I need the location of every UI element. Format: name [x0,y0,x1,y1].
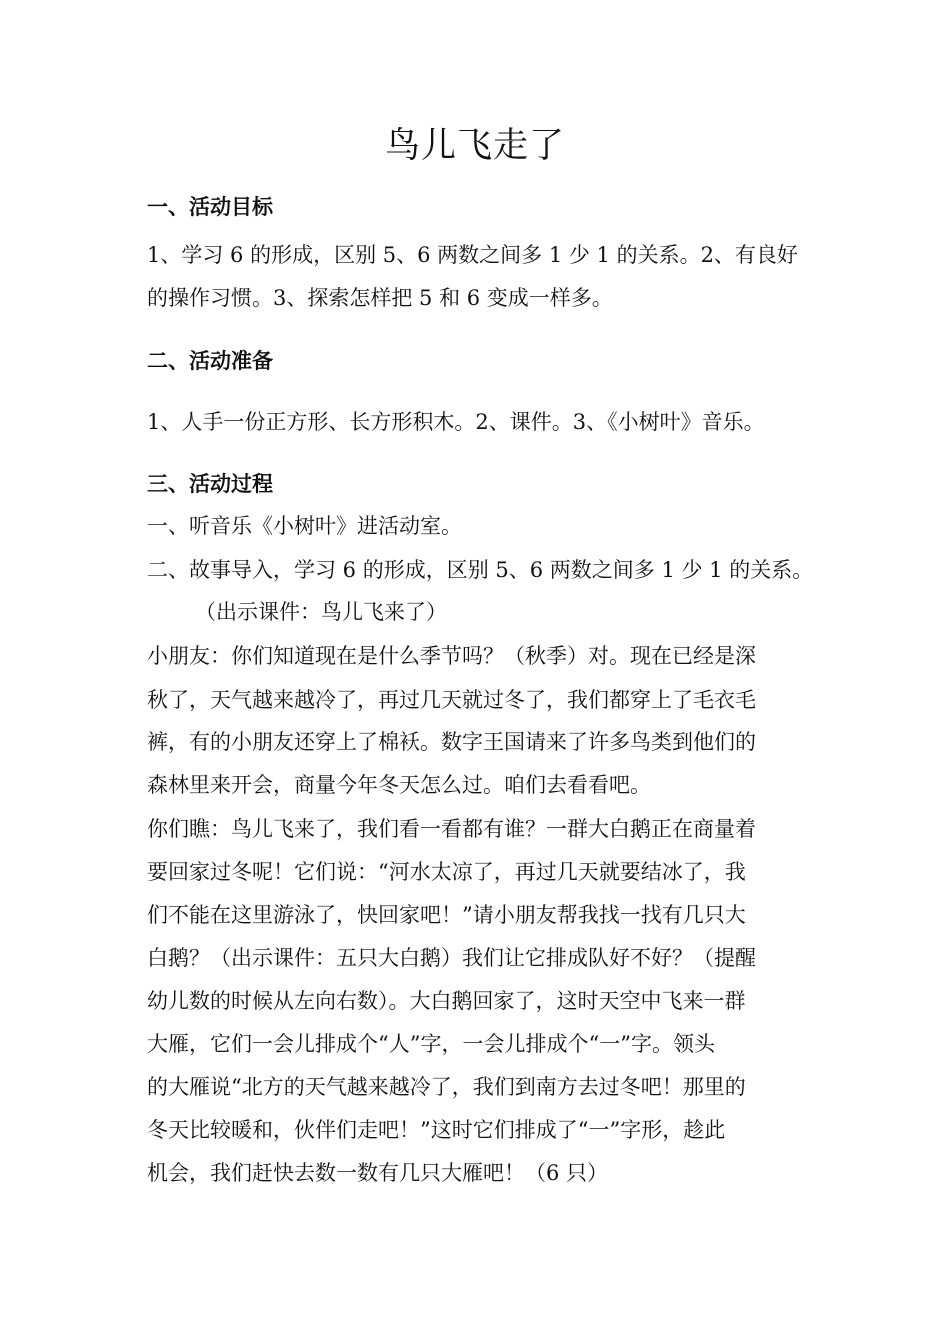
goals-line-1: 1、学习 6 的形成，区别 5、6 两数之间多 1 少 1 的关系。2、有良好 [147,243,798,267]
process-line-15: 冬天比较暖和，伙伴们走吧！”这时它们排成了“一”字形，趁此 [147,1118,726,1142]
prep-line-1: 1、人手一份正方形、长方形积木。2、课件。3、《小树叶》音乐。 [147,410,765,434]
process-line-16: 机会，我们赶快去数一数有几只大雁吧！（6 只） [147,1161,609,1185]
process-line-3: （出示课件：鸟儿飞来了） [195,600,447,624]
process-line-6: 裤，有的小朋友还穿上了棉袄。数字王国请来了许多鸟类到他们的 [147,730,756,754]
process-line-2: 二、故事导入，学习 6 的形成，区别 5、6 两数之间多 1 少 1 的关系。 [147,558,814,582]
process-line-13: 大雁，它们一会儿排成个“人”字，一会儿排成个“一”字。领头 [147,1032,715,1056]
process-line-9: 要回家过冬呢！它们说：“河水太凉了，再过几天就要结冰了，我 [147,860,746,884]
section-heading-process: 三、活动过程 [147,472,273,496]
process-line-7: 森林里来开会，商量今年冬天怎么过。咱们去看看吧。 [147,773,651,797]
section-heading-prep: 二、活动准备 [147,349,273,373]
process-line-11: 白鹅？（出示课件：五只大白鹅）我们让它排成队好不好？（提醒 [147,946,756,970]
goals-line-2: 的操作习惯。3、探索怎样把 5 和 6 变成一样多。 [147,286,613,310]
process-line-5: 秋了，天气越来越冷了，再过几天就过冬了，我们都穿上了毛衣毛 [147,688,756,712]
process-line-4: 小朋友：你们知道现在是什么季节吗？（秋季）对。现在已经是深 [147,644,756,668]
section-heading-goals: 一、活动目标 [147,195,273,219]
process-line-14: 的大雁说“北方的天气越来越冷了，我们到南方去过冬吧！那里的 [147,1075,746,1099]
process-line-10: 们不能在这里游泳了，快回家吧！”请小朋友帮我找一找有几只大 [147,903,746,927]
document-title: 鸟儿飞走了 [384,126,565,166]
process-line-12: 幼儿数的时候从左向右数）。大白鹅回家了，这时天空中飞来一群 [147,989,746,1013]
process-line-8: 你们瞧：鸟儿飞来了，我们看一看都有谁？一群大白鹅正在商量着 [147,817,756,841]
process-line-1: 一、听音乐《小树叶》进活动室。 [147,514,462,538]
